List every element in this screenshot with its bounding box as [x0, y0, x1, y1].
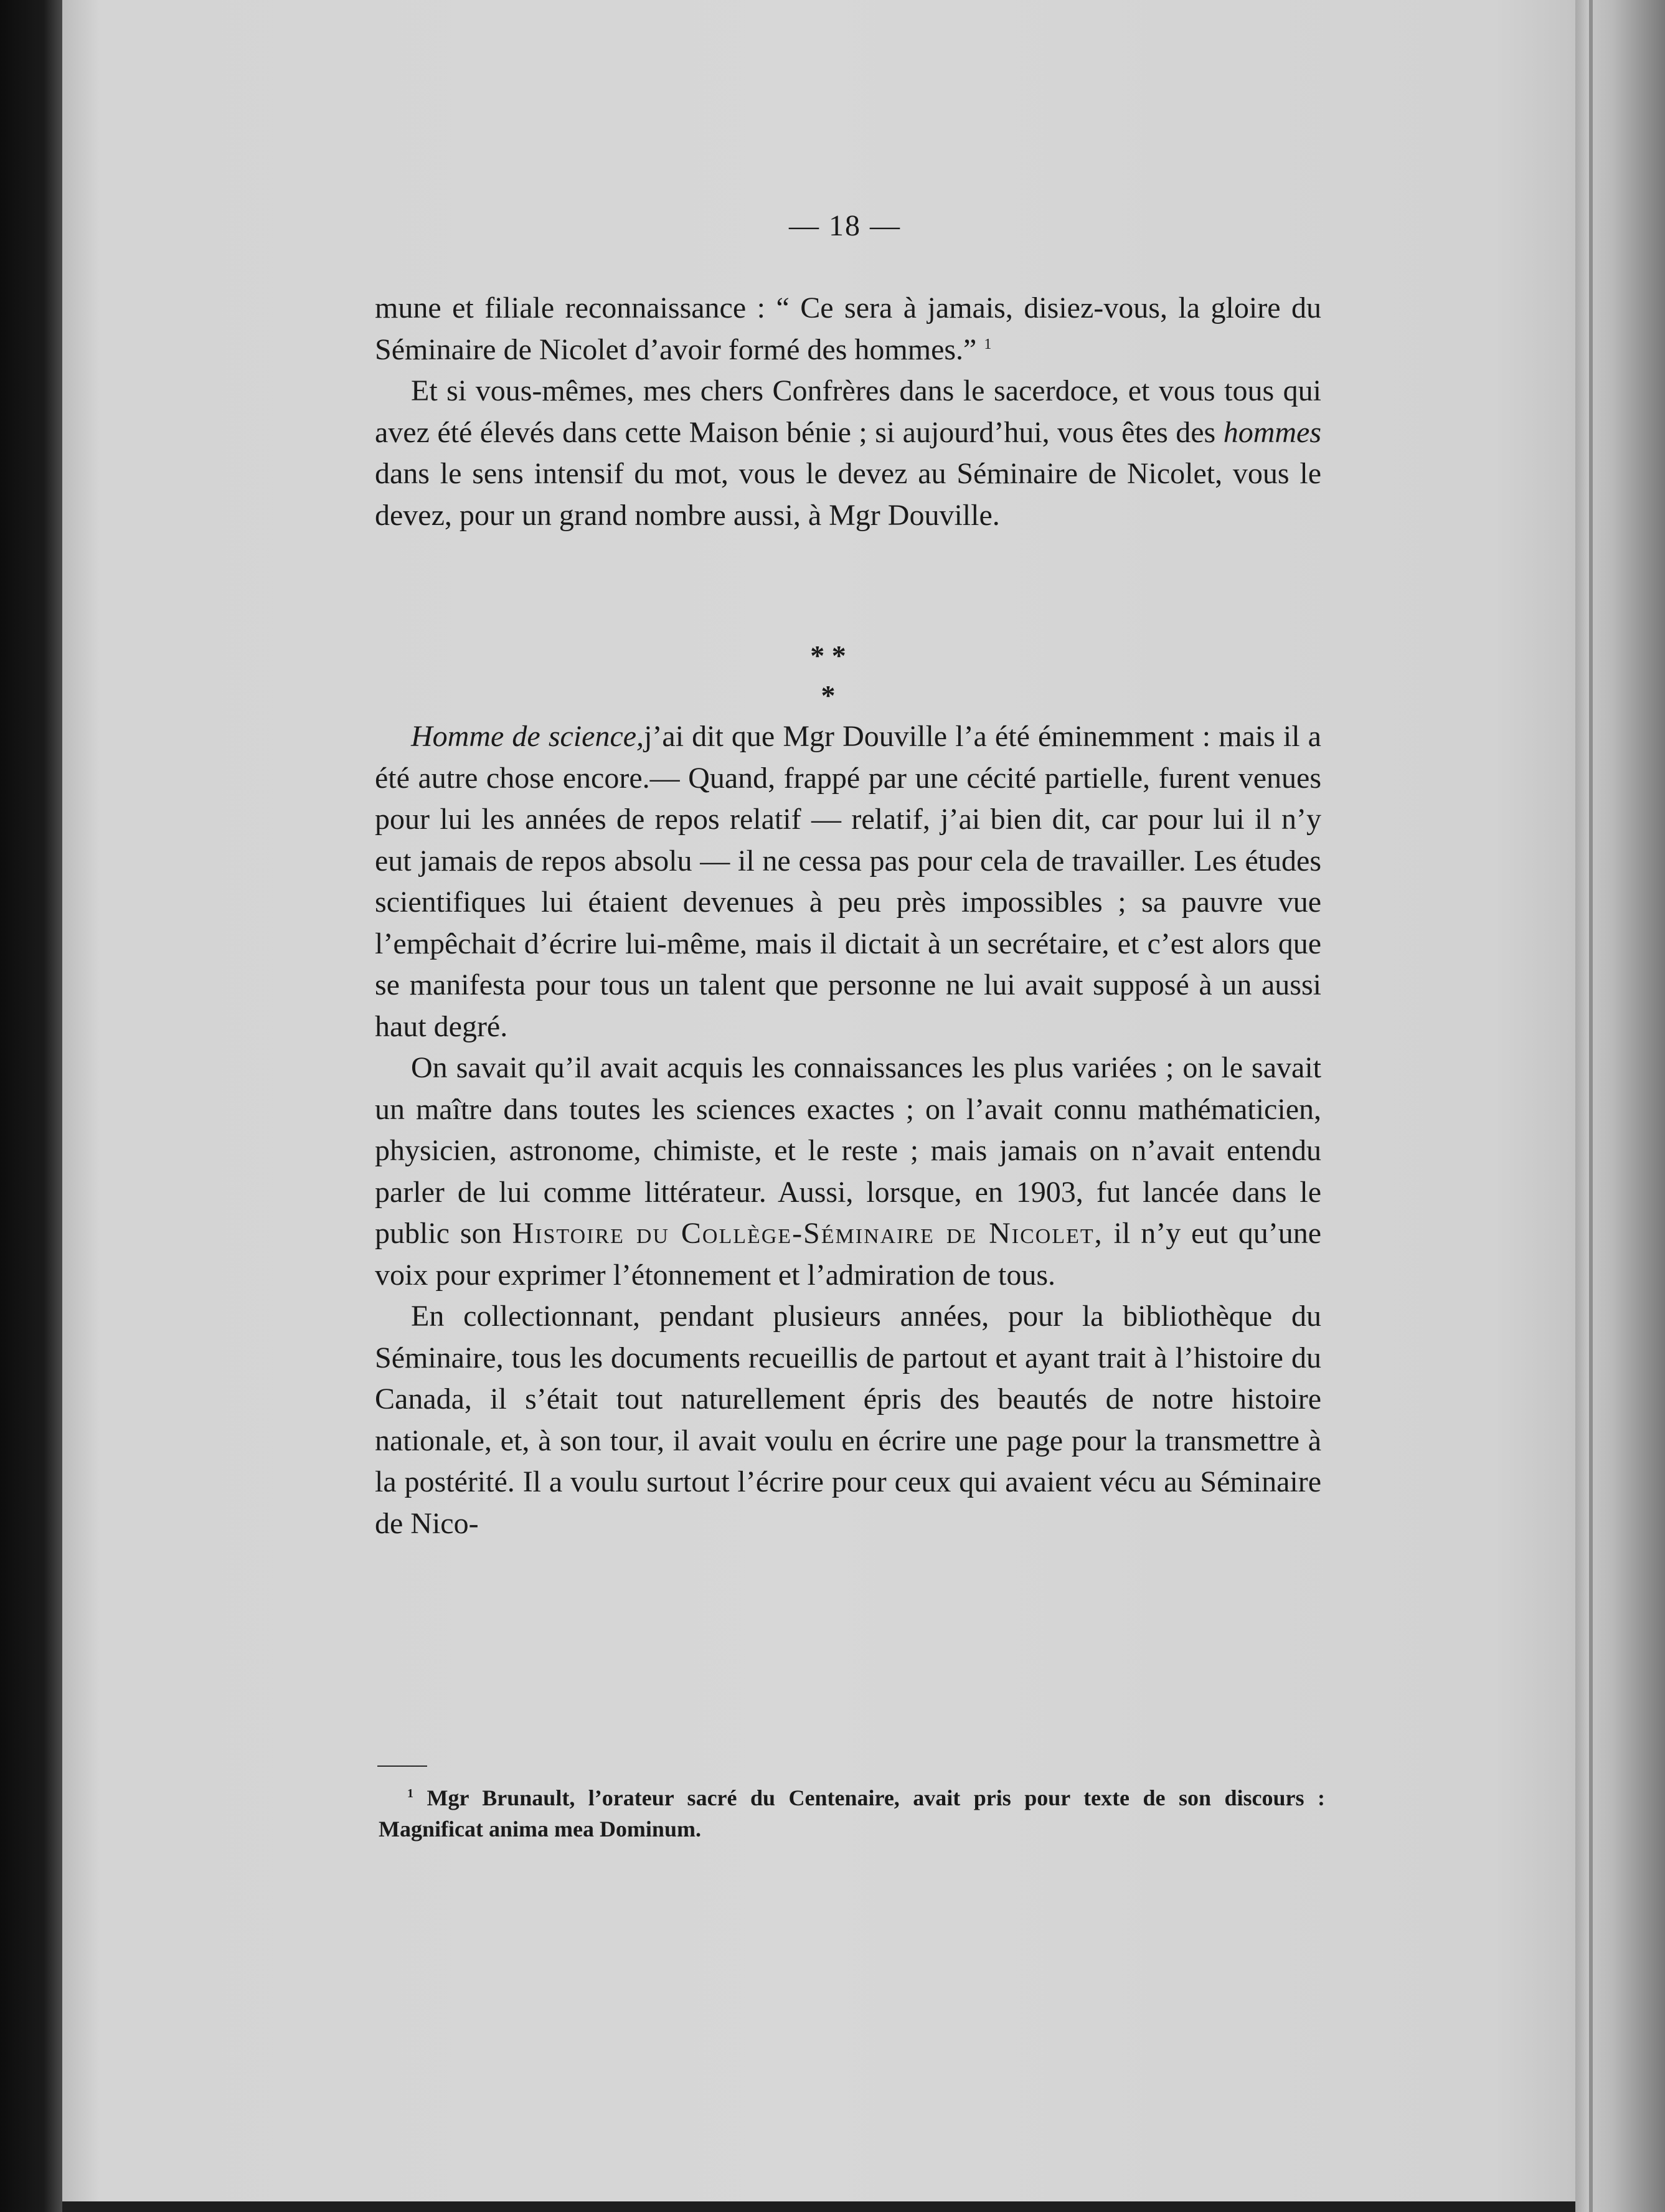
emphasis-hommes: hommes: [1223, 415, 1322, 449]
book-title-small-caps: Histoire du Collège-Séminaire de Nicolet,: [512, 1217, 1103, 1250]
page-gutter-line: [1589, 0, 1593, 2212]
footnote-rule: [377, 1765, 427, 1767]
paragraph-confreres-end: dans le sens intensif du mot, vous le devez au Séminaire de Nicolet, vous le devez, pour un grand nombre aussi, à Mgr Douville.: [375, 457, 1321, 532]
paragraph-homme-de-science-text: j’ai dit que Mgr Douville l’a été éminemment : mais il a été autre chose encore.— Quand, frappé par une cécité partielle, furent venues pour lui les années de repos relatif — relatif, j’ai bien dit, car pour lui il n’y eut jamais de repos absolu — il ne cessa pas pour cela de travailler. Les études scientifiques lui étaient devenues à peu près impossibles ; sa pauvre vue l’empêchait d’écrire lui-même, mais il dictait à un secrétaire, et c’est alors que se manifesta pour tous un talent que personne ne lui avait supposé à un aussi haut degré.: [375, 720, 1321, 1043]
footnote-ref: 1: [984, 336, 992, 352]
paragraph-confreres-text: Et si vous-mêmes, mes chers Confrères dans le sacerdoce, et vous tous qui avez été élevés dans cette Maison bénie ; si aujourd’hui, vous êtes des: [375, 374, 1321, 449]
paragraph-quote-text: mune et filiale reconnaissance : “ Ce sera à jamais, disiez-vous, la gloire du Séminaire de Nicolet d’avoir formé des hommes.”: [375, 291, 1321, 366]
page-number: — 18 —: [789, 209, 901, 242]
paragraph-homme-de-science: [375, 716, 1321, 1047]
footnote-text: Mgr Brunault, l’orateur sacré du Centenaire, avait pris pour texte de son discours : Magnificat anima mea Dominum.: [379, 1785, 1325, 1841]
paragraph-quote: [375, 288, 1321, 371]
section-separator: [766, 640, 890, 711]
footnote-marker: 1: [407, 1787, 413, 1800]
paragraph-confreres: [375, 371, 1321, 536]
paragraph-on-savait-text: On savait qu’il avait acquis les connaissances les plus variées ; on le savait un maître dans toutes les sciences exactes ; on l’avait connu mathématicien, physicien, astronome, chimiste, et le reste ; mais jamais on n’avait entendu parler de lui comme littérateur. Aussi, lorsque, en 1903, fut lancée dans le public son: [375, 1051, 1321, 1250]
asterism-bottom: *: [821, 679, 836, 711]
text-block-main: [375, 716, 1321, 1544]
scan-bottom-edge: [62, 2201, 1575, 2212]
footnote: [379, 1782, 1325, 1845]
scan-left-edge: [0, 0, 62, 2212]
paragraph-on-savait: [375, 1047, 1321, 1296]
asterism-top: * *: [810, 640, 846, 671]
paragraph-en-collectionnant: En collectionnant, pendant plusieurs années, pour la bibliothèque du Séminaire, tous les documents recueillis de partout et ayant trait à l’histoire du Canada, il s’était tout naturellement épris des beautés de notre histoire nationale, et, à son tour, il avait voulu en écrire une page pour la transmettre à la postérité. Il a voulu surtout l’écrire pour ceux qui avaient vécu au Séminaire de Nico-: [375, 1300, 1321, 1540]
emphasis-homme-de-science: Homme de science,: [411, 720, 644, 753]
text-block-top: [375, 288, 1321, 536]
paragraph-on-savait-end: il n’y eut qu’une voix pour exprimer l’étonnement et l’admiration de tous.: [375, 1217, 1321, 1292]
